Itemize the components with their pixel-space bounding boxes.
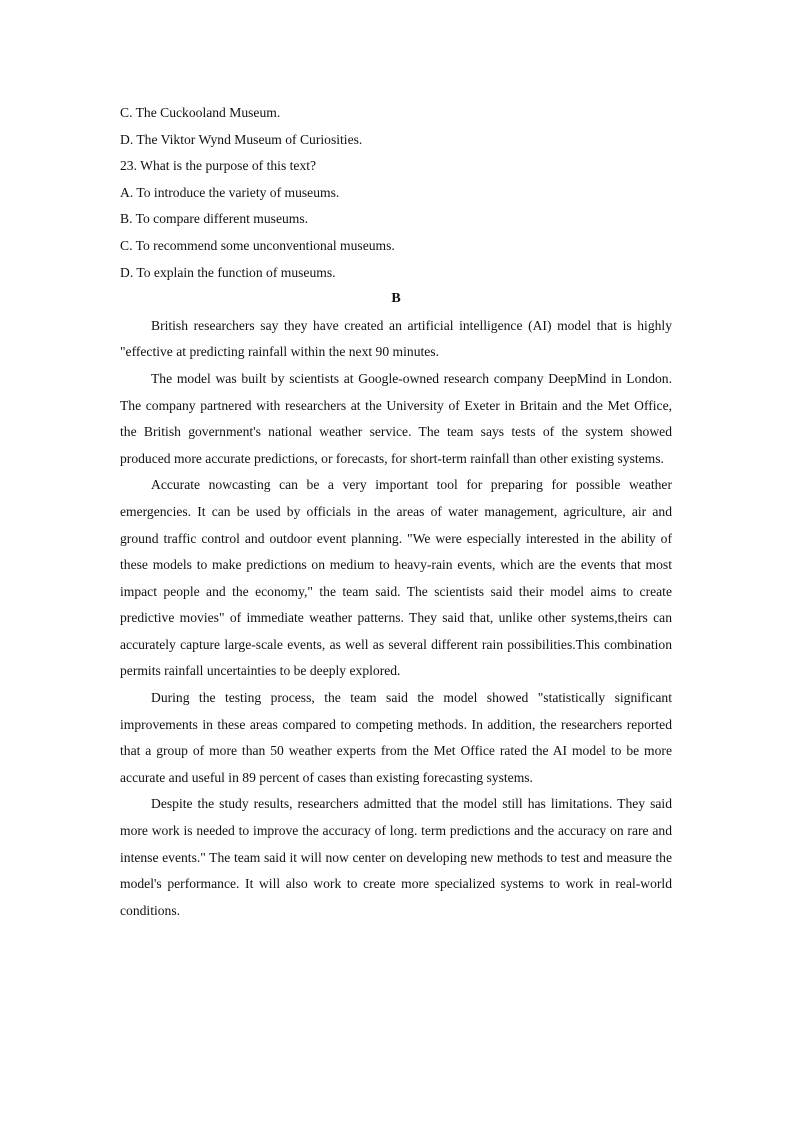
question-23-option-b: B. To compare different museums. (120, 211, 309, 227)
document-page (120, 100, 672, 924)
option-d-prev: D. The Viktor Wynd Museum of Curiosities. (120, 131, 363, 147)
paragraph-2: The model was built by scientists at Google-owned research company DeepMind in London. The company partnered with researchers at the University of Exeter in Britain and the Met Office, the British government's national weather service. The team says tests of the system showed produced more accurate predictions, or forecasts, for short-term rainfall than other existing systems. (120, 370, 672, 466)
question-23-stem: 23. What is the purpose of this text? (120, 158, 317, 174)
option-c-prev: C. The Cuckooland Museum. (120, 105, 281, 120)
question-23-option-c: C. To recommend some unconventional museums. (120, 237, 395, 253)
paragraph-4: During the testing process, the team said the model showed "statistically significant improvements in these areas compared to competing methods. In addition, the researchers reported that a group of more than 50 weather experts from the Met Office rated the AI model to be more accurate and useful in 89 percent of cases than existing forecasting systems. (120, 690, 672, 785)
paragraph-1: British researchers say they have created an artificial intelligence (AI) model that is highly "effective at predicting rainfall within the next 90 minutes. (120, 317, 672, 360)
paragraph-3: Accurate nowcasting can be a very important tool for preparing for possible weather emergencies. It can be used by officials in the areas of water management, agriculture, air and ground traffic control and outdoor event planning. "We were especially interested in the ability of these models to make predictions on medium to heavy-rain events, which are the events that most impact people and the economy," the team said. The scientists said their model aims to create predictive movies" of immediate weather patterns. They said that, unlike other systems,theirs can accurately capture large-scale events, as well as several different rain possibilities.This combination permits rainfall uncertainties to be deeply explored. (120, 477, 672, 679)
question-23-option-a: A. To introduce the variety of museums. (120, 184, 340, 200)
paragraph-5: Despite the study results, researchers admitted that the model still has limitations. They said more work is needed to improve the accuracy of long. term predictions and the accuracy on rare and intense events." The team said it will now center on developing new methods to test and measure the model's performance. It will also work to create more specialized systems to work in real-world conditions. (120, 796, 672, 918)
section-title: B (391, 291, 401, 307)
question-23-option-d: D. To explain the function of museums. (120, 264, 336, 280)
